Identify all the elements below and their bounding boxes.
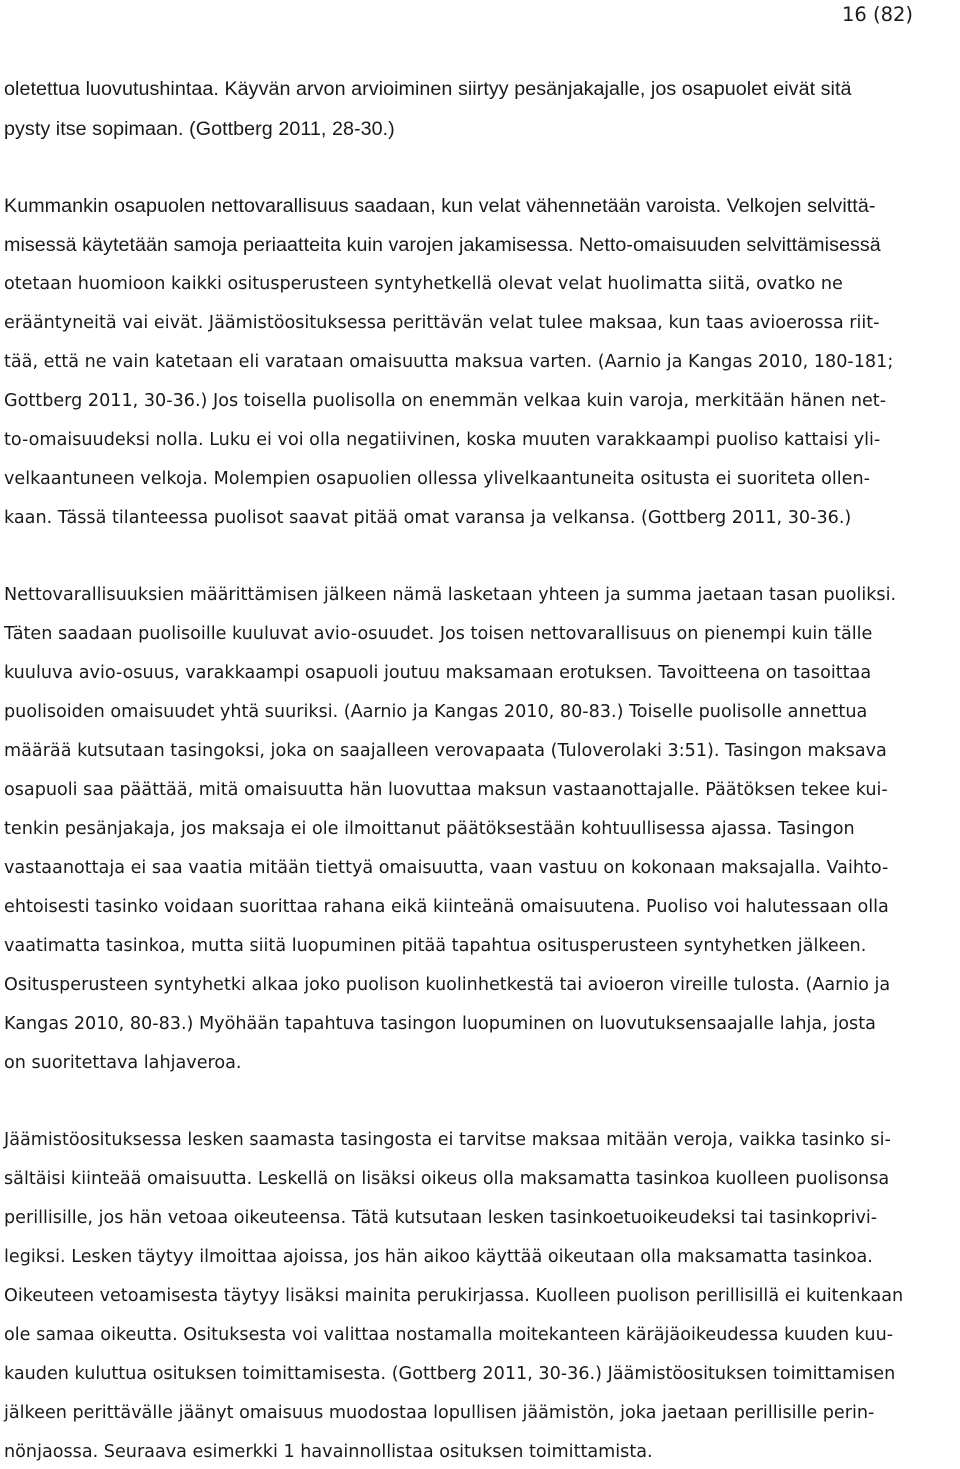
text-line: kauden kuluttua osituksen toimittamisesta. (Gottberg 2011, 30-36.) Jäämistöosituksen toimittamisen: [4, 1364, 896, 1384]
text-line: osapuoli saa päättää, mitä omaisuutta hän luovuttaa maksun vastaanottajalle. Päätöksen tekee kui-: [4, 780, 888, 800]
text-line: Jäämistöosituksessa lesken saamasta tasingosta ei tarvitse maksaa mitään veroja, vaikka tasinko si-: [4, 1130, 891, 1150]
text-line: perillisille, jos hän vetoaa oikeuteensa. Tätä kutsutaan lesken tasinkoetuoikeudeksi tai tasinkoprivi-: [4, 1208, 878, 1228]
text-line: kaan. Tässä tilanteessa puolisot saavat pitää omat varansa ja velkansa. (Gottberg 2011, 30-36.): [4, 508, 852, 528]
text-line: misessä käytetään samoja periaatteita kuin varojen jakamisessa. Netto-omaisuuden selvittämisessä: [4, 234, 881, 256]
page-number: 16 (82): [841, 3, 913, 26]
text-line: legiksi. Lesken täytyy ilmoittaa ajoissa, jos hän aikoo käyttää oikeutaan olla maksamatta tasinkoa.: [4, 1247, 873, 1267]
text-line: jälkeen perittävälle jäänyt omaisuus muodostaa lopullisen jäämistön, joka jaetaan perillisille perin-: [4, 1403, 875, 1423]
text-line: Täten saadaan puolisoille kuuluvat avio-osuudet. Jos toisen nettovarallisuus on pienempi kuin tälle: [4, 624, 873, 644]
text-line: Kangas 2010, 80-83.) Myöhään tapahtuva tasingon luopuminen on luovutuksensaajalle lahja, josta: [4, 1014, 876, 1034]
text-line: Gottberg 2011, 30-36.) Jos toisella puolisolla on enemmän velkaa kuin varoja, merkitään hänen net-: [4, 391, 887, 411]
text-line: kuuluva avio-osuus, varakkaampi osapuoli joutuu maksamaan erotuksen. Tavoitteena on tasoittaa: [4, 663, 872, 683]
text-line: to-omaisuudeksi nolla. Luku ei voi olla negatiivinen, koska muuten varakkaampi puoliso kattaisi yli-: [4, 430, 881, 450]
text-line: Ositusperusteen syntyhetki alkaa joko puolison kuolinhetkestä tai avioeron vireille tulosta. (Aarnio ja: [4, 975, 891, 995]
text-line: määrää kutsutaan tasingoksi, joka on saajalleen verovapaata (Tuloverolaki 3:51). Tasingon maksava: [4, 741, 887, 761]
text-line: Oikeuteen vetoamisesta täytyy lisäksi mainita perukirjassa. Kuolleen puolison perillisillä ei kuitenkaan: [4, 1286, 904, 1306]
text-line: vastaanottaja ei saa vaatia mitään tiettyä omaisuutta, vaan vastuu on kokonaan maksajalla. Vaihto-: [4, 858, 889, 878]
text-line: on suoritettava lahjaveroa.: [4, 1053, 242, 1073]
text-line: ehtoisesti tasinko voidaan suorittaa rahana eikä kiinteänä omaisuutena. Puoliso voi halutessaan olla: [4, 897, 889, 917]
text-line: Nettovarallisuuksien määrittämisen jälkeen nämä lasketaan yhteen ja summa jaetaan tasan puoliksi.: [4, 585, 897, 605]
text-line: otetaan huomioon kaikki ositusperusteen syntyhetkellä olevat velat huolimatta siitä, ovatko ne: [4, 274, 843, 294]
text-line: vaatimatta tasinkoa, mutta siitä luopuminen pitää tapahtua ositusperusteen syntyhetken jälkeen.: [4, 936, 867, 956]
text-line: oletettua luovutushintaa. Käyvän arvon arvioiminen siirtyy pesänjakajalle, jos osapuolet eivät sitä: [4, 78, 852, 100]
text-line: ole samaa oikeutta. Osituksesta voi valittaa nostamalla moitekanteen käräjäoikeudessa kuuden kuu-: [4, 1325, 894, 1345]
text-line: sältäisi kiinteää omaisuutta. Leskellä on lisäksi oikeus olla maksamatta tasinkoa kuolleen puolisonsa: [4, 1169, 890, 1189]
text-line: tää, että ne vain katetaan eli varataan omaisuutta maksua varten. (Aarnio ja Kangas 2010, 180-181;: [4, 352, 894, 372]
text-line: pysty itse sopimaan. (Gottberg 2011, 28-30.): [4, 118, 395, 140]
text-line: velkaantuneen velkoja. Molempien osapuolien ollessa ylivelkaantuneita ositusta ei suoriteta ollen-: [4, 469, 871, 489]
text-line: tenkin pesänjakaja, jos maksaja ei ole ilmoittanut päätöksestään kohtuullisessa ajassa. Tasingon: [4, 819, 855, 839]
text-line: puolisoiden omaisuudet yhtä suuriksi. (Aarnio ja Kangas 2010, 80-83.) Toiselle puolisolle annettua: [4, 702, 868, 722]
text-line: erääntyneitä vai eivät. Jäämistöosituksessa perittävän velat tulee maksaa, kun taas avioerossa riit-: [4, 313, 880, 333]
text-line: nönjaossa. Seuraava esimerkki 1 havainnollistaa osituksen toimittamista.: [4, 1442, 653, 1462]
text-line: Kummankin osapuolen nettovarallisuus saadaan, kun velat vähennetään varoista. Velkojen selvittä-: [4, 195, 876, 217]
